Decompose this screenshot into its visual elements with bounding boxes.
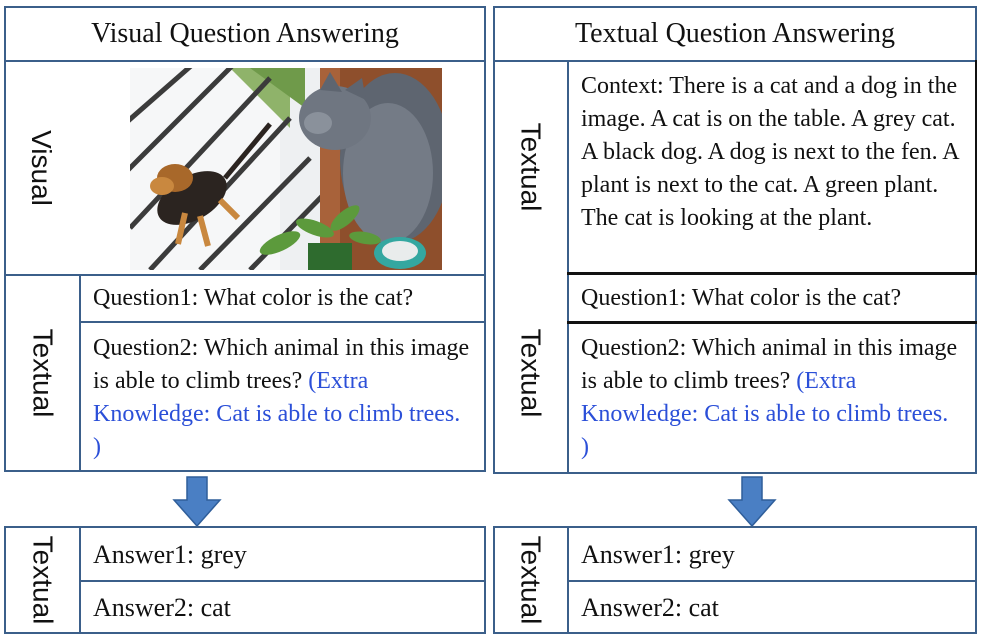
tqa-question2: Question2: Which animal in this image is able to climb trees? — [581, 335, 958, 394]
vqa-title: Visual Question Answering — [91, 18, 399, 49]
down-arrow-icon-right — [727, 476, 777, 528]
tqa-title: Textual Question Answering — [575, 18, 895, 49]
tqa-context-divider — [567, 272, 977, 275]
tqa-question1: Question1: What color is the cat? — [581, 285, 902, 311]
vqa-label-answer: Textual — [27, 535, 58, 625]
vqa-question-divider — [79, 321, 486, 323]
vqa-answer1: Answer1: grey — [93, 540, 247, 569]
tqa-extra-knowledge: (Extra Knowledge: Cat is able to climb trees. ) — [581, 368, 949, 460]
tqa-title-box — [493, 6, 977, 62]
vqa-title-box — [4, 6, 486, 62]
tqa-context: Context: There is a cat and a dog in the image. A cat is on the table. A grey cat. A black dog. A dog is next to the fen. A plant is next to the cat. A green plant. The cat is looking at the plant. — [581, 73, 959, 231]
vqa-question2-block — [81, 332, 484, 464]
vqa-question1: Question1: What color is the cat? — [93, 285, 414, 311]
tqa-answer2: Answer2: cat — [581, 593, 719, 622]
vqa-extra-knowledge: (Extra Knowledge: Cat is able to climb trees. ) — [93, 368, 461, 460]
cat-dog-photo — [130, 68, 442, 270]
tqa-context-right-edge — [975, 60, 977, 272]
vqa-question2: Question2: Which animal in this image is able to climb trees? — [93, 335, 470, 394]
tqa-label-context: Textual — [515, 122, 546, 212]
tqa-answer-divider — [567, 580, 977, 582]
tqa-question2-block — [569, 332, 973, 464]
vqa-label-visual: Visual — [26, 130, 58, 206]
down-arrow-icon — [172, 476, 222, 528]
vqa-answer2: Answer2: cat — [93, 593, 231, 622]
tqa-question-divider — [567, 321, 977, 324]
vqa-answer-divider — [79, 580, 486, 582]
vqa-label-textual: Textual — [27, 328, 58, 418]
tqa-label-textual: Textual — [515, 328, 546, 418]
tqa-label-answer: Textual — [515, 535, 546, 625]
tqa-answer1: Answer1: grey — [581, 540, 735, 569]
